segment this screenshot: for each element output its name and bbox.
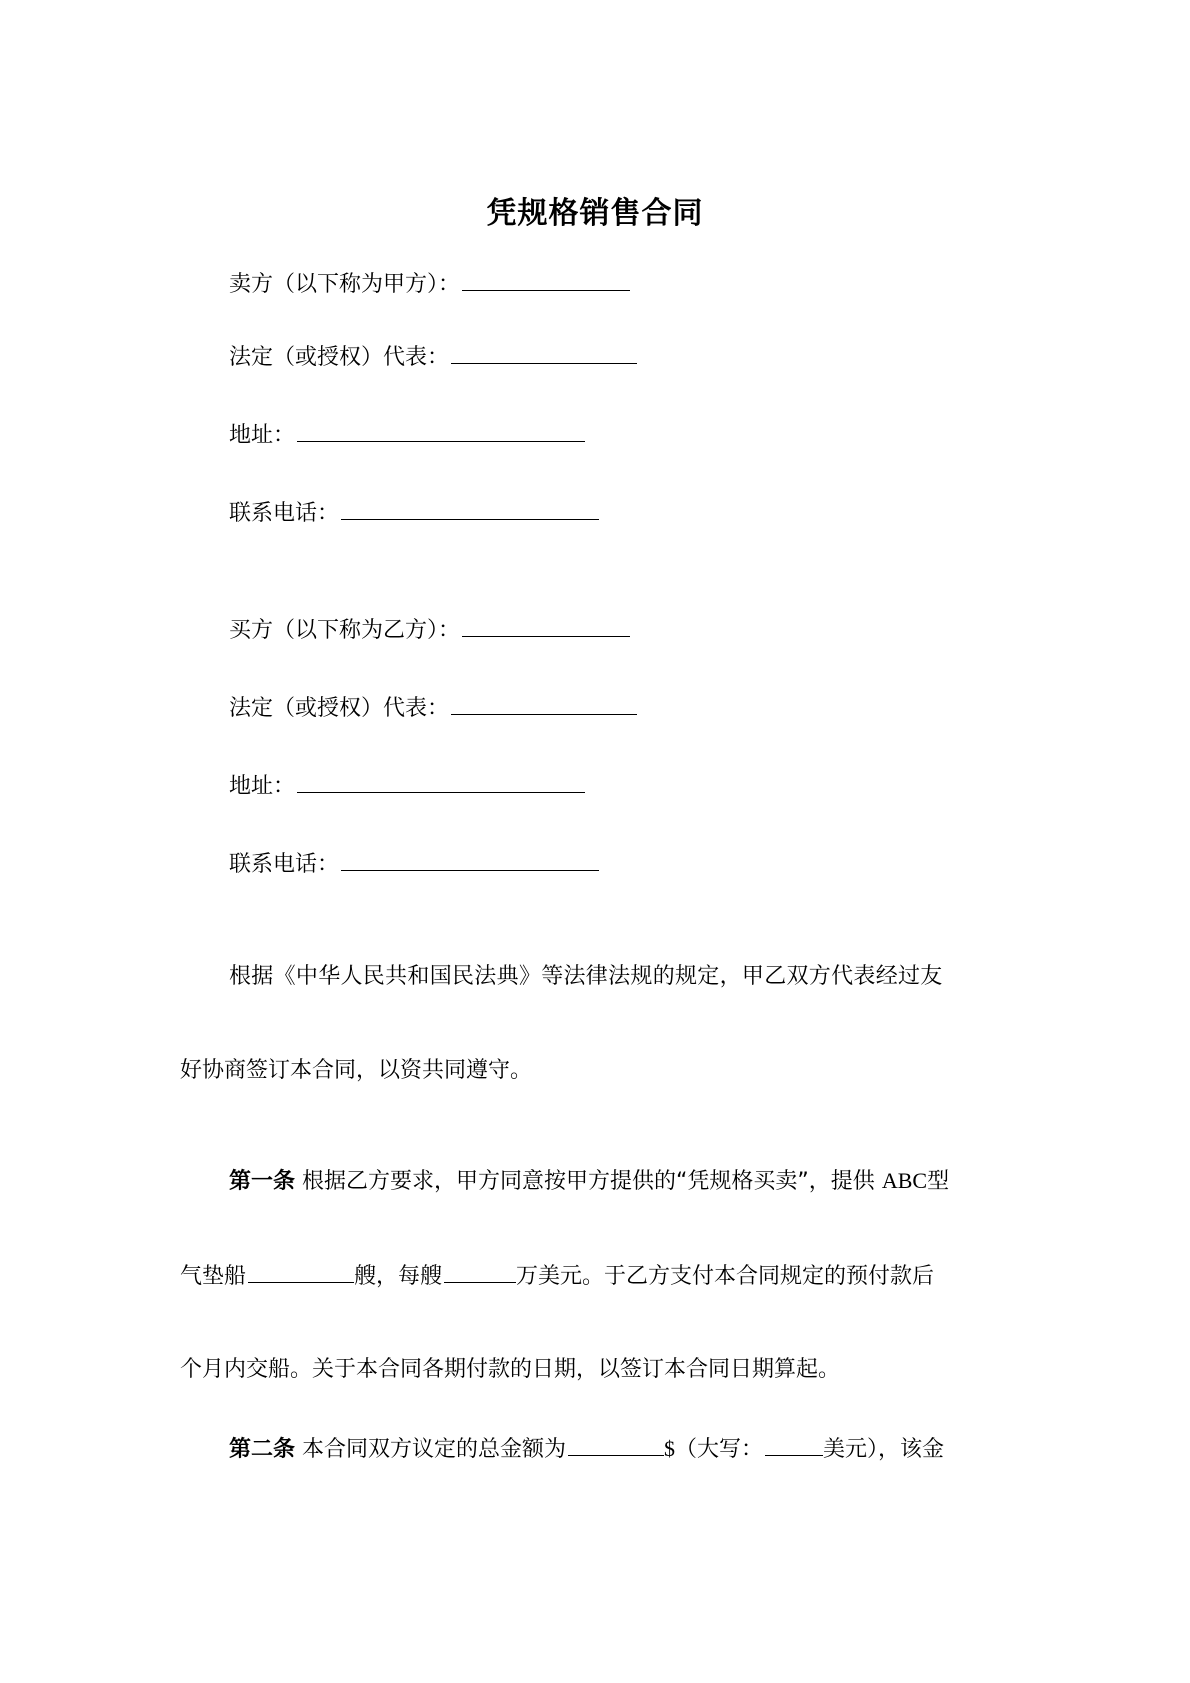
currency-symbol: $ [664,1436,676,1461]
article-2-amount-words-label: （大写： [675,1437,764,1462]
article-1-heading: 第一条 [229,1169,296,1194]
seller-party-label: 卖方（以下称为甲方）： [229,272,461,297]
buyer-phone-field [229,848,599,880]
article-1-model: ABC [881,1168,928,1193]
article-1-line-1 [229,1166,949,1197]
seller-phone-label: 联系电话： [229,501,340,526]
article-1-line-2 [180,1260,934,1292]
article-2-line-1 [229,1433,944,1465]
seller-party-blank[interactable] [462,268,630,291]
buyer-rep-field [229,692,637,724]
buyer-address-field [229,770,585,802]
buyer-phone-label: 联系电话： [229,852,340,877]
buyer-rep-blank[interactable] [451,692,637,715]
seller-party-field [229,268,630,300]
seller-rep-blank[interactable] [451,341,637,364]
article-2-tail: 美元），该金 [823,1437,945,1462]
seller-address-blank[interactable] [297,419,585,442]
seller-address-field [229,419,585,451]
preamble-line-1: 根据《中华人民共和国民法典》等法律法规的规定，甲乙双方代表经过友 [229,964,943,989]
amount-in-words-blank[interactable] [765,1433,823,1456]
seller-rep-label: 法定（或授权）代表： [229,345,450,370]
article-1-line-3: 个月内交船。关于本合同各期付款的日期，以签订本合同日期算起。 [180,1357,841,1382]
buyer-party-blank[interactable] [462,614,630,637]
article-1-hovercraft: 气垫船 [180,1264,247,1289]
unit-price-blank[interactable] [444,1260,516,1283]
preamble-line-2: 好协商签订本合同，以资共同遵守。 [180,1058,533,1083]
article-1-payment-text: 万美元。于乙方支付本合同规定的预付款后 [516,1264,935,1289]
buyer-rep-label: 法定（或授权）代表： [229,696,450,721]
document-title: 凭规格销售合同 [486,196,704,231]
article-1-per-unit: 艘，每艘 [354,1264,443,1289]
buyer-address-label: 地址： [229,774,296,799]
buyer-party-label: 买方（以下称为乙方）： [229,618,461,643]
seller-rep-field [229,341,637,373]
article-2-text: 本合同双方议定的总金额为 [302,1437,567,1462]
seller-phone-blank[interactable] [341,497,599,520]
buyer-address-blank[interactable] [297,770,585,793]
buyer-party-field [229,614,630,646]
article-1-text: 根据乙方要求，甲方同意按甲方提供的“凭规格买卖”，提供 [302,1169,875,1194]
hovercraft-quantity-blank[interactable] [248,1260,354,1283]
article-2-heading: 第二条 [229,1437,296,1462]
buyer-phone-blank[interactable] [341,848,599,871]
seller-address-label: 地址： [229,423,296,448]
total-amount-blank[interactable] [568,1433,664,1456]
seller-phone-field [229,497,599,529]
article-1-model-suffix: 型 [927,1169,950,1194]
